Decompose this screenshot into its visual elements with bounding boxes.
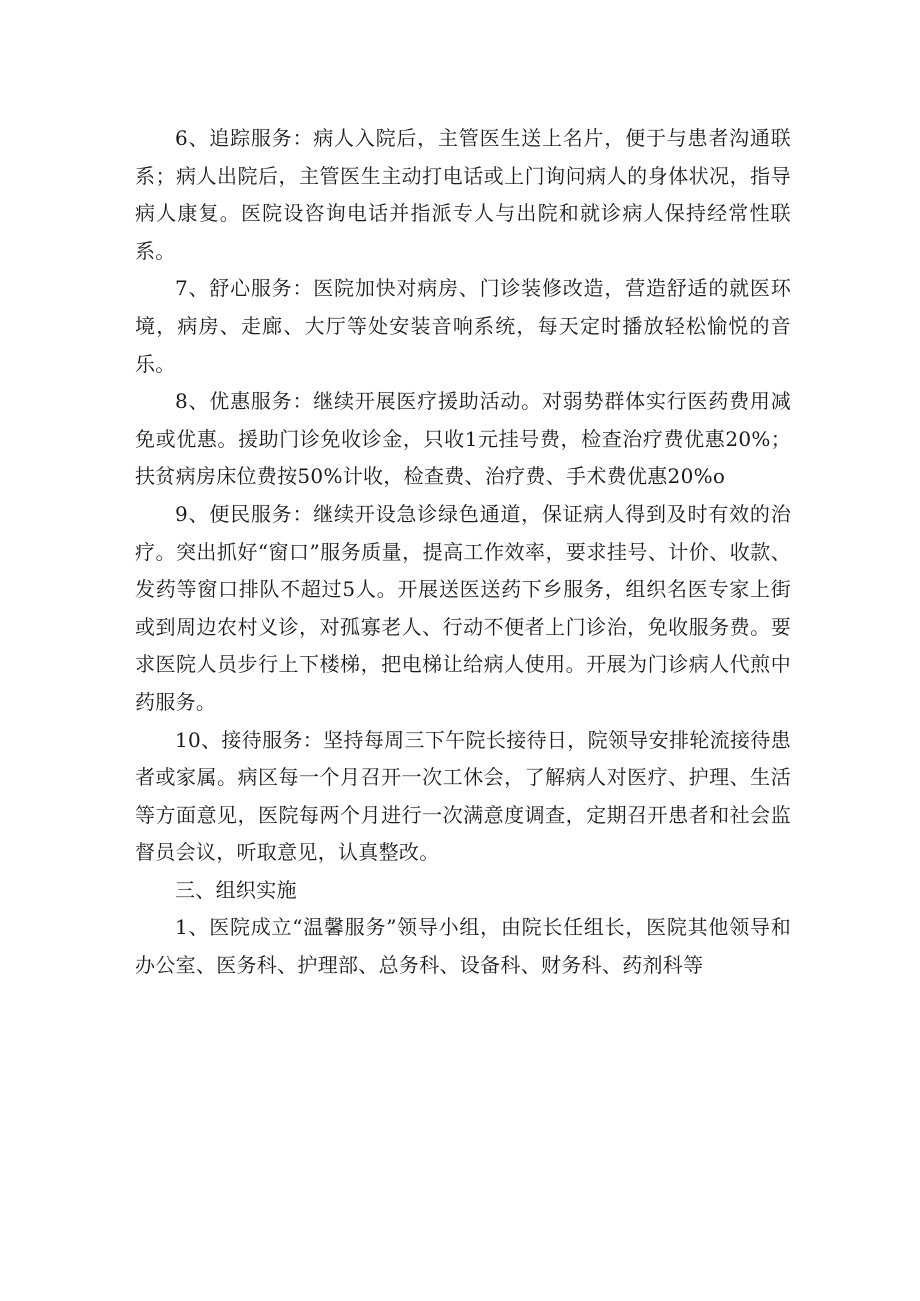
section-heading: 三、组织实施 [175, 877, 297, 902]
paragraph-leadership-group: 1、医院成立“温馨服务”领导小组，由院长任组长，医院其他领导和办公室、医务科、护理部、总务科、设备科、财务科、药剂科等 [135, 915, 791, 978]
document-page [135, 120, 791, 985]
paragraph-tracking-service: 6、追踪服务：病人入院后，主管医生送上名片，便于与患者沟通联系；病人出院后，主管医生主动打电话或上门询问病人的身体状况，指导病人康复。医院设咨询电话并指派专人与出院和就诊病人保持经常性联系。 [135, 126, 791, 263]
paragraph-comfort-service: 7、舒心服务：医院加快对病房、门诊装修改造，营造舒适的就医环境，病房、走廊、大厅等处安装音响系统，每天定时播放轻松愉悦的音乐。 [135, 276, 791, 376]
paragraph-convenience-service: 9、便民服务：继续开设急诊绿色通道，保证病人得到及时有效的治疗。突出抓好“窗口”服务质量，提高工作效率，要求挂号、计价、收款、发药等窗口排队不超过5人。开展送医送药下乡服务，组织名医专家上街或到周边农村义诊，对孤寡老人、行动不便者上门诊治，免收服务费。要求医院人员步行上下楼梯，把电梯让给病人使用。开展为门诊病人代煎中药服务。 [135, 501, 791, 714]
paragraph-reception-service: 10、接待服务：坚持每周三下午院长接待日，院领导安排轮流接待患者或家属。病区每一个月召开一次工休会，了解病人对医疗、护理、生活等方面意见，医院每两个月进行一次满意度调查，定期召开患者和社会监督员会议，听取意见，认真整改。 [135, 727, 791, 865]
paragraph-discount-service: 8、优惠服务：继续开展医疗援助活动。对弱势群体实行医药费用减免或优惠。援助门诊免收诊金，只收1元挂号费，检查治疗费优惠20%；扶贫病房床位费按50%计收，检查费、治疗费、手术费优惠20%o [135, 389, 791, 489]
